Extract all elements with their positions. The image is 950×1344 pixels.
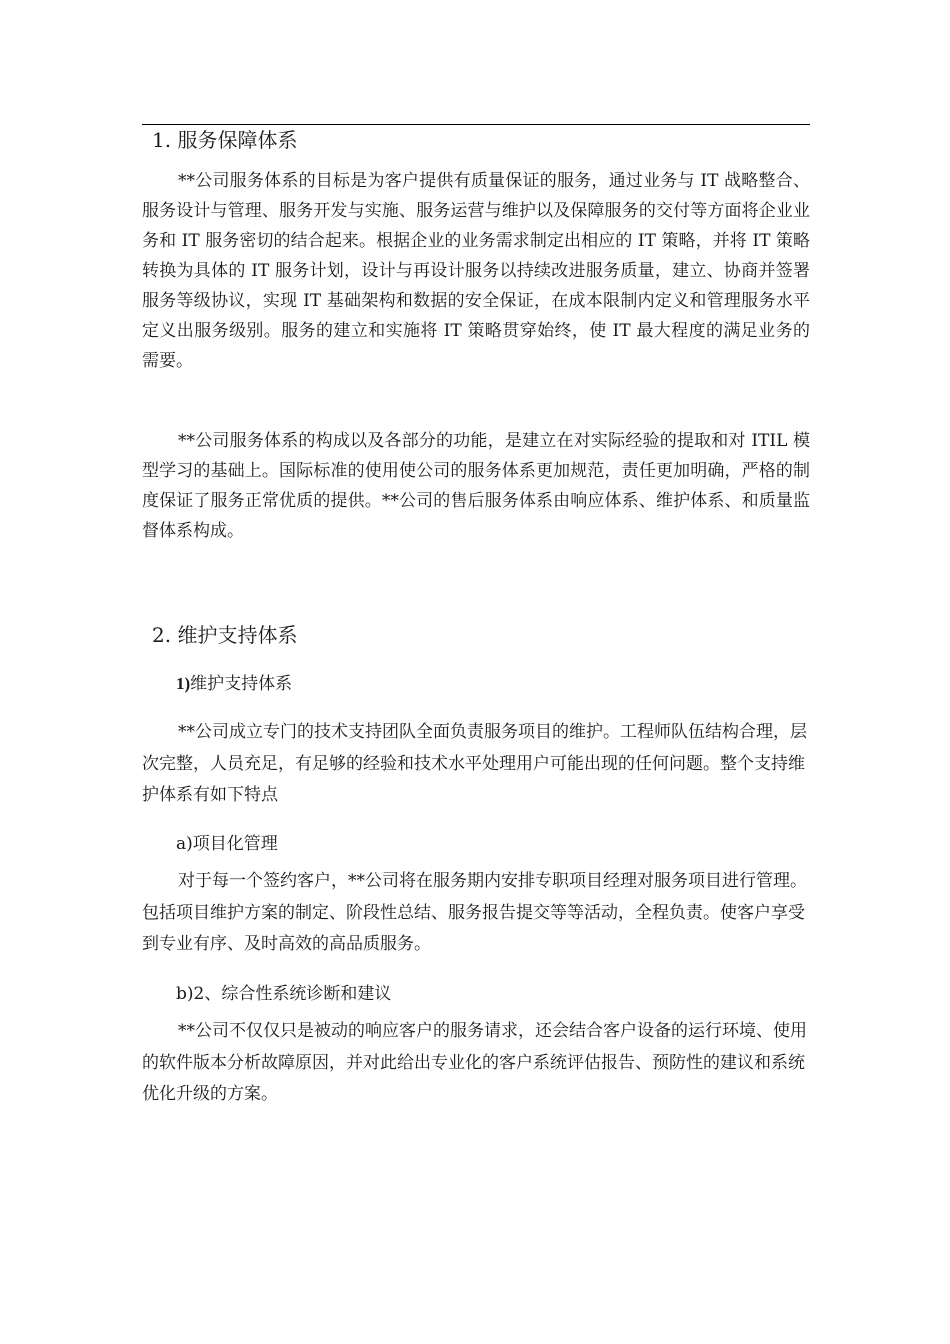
section-1-paragraph-1: **公司服务体系的目标是为客户提供有质量保证的服务，通过业务与 IT 战略整合、服务设计与管理、服务开发与实施、服务运营与维护以及保障服务的交付等方面将企业业务和 IT 服务密切的结合起来。根据企业的业务需求制定出相应的 IT 策略，并将 IT 策略转换为具体的 IT 服务计划，设计与再设计服务以持续改进服务质量，建立、协商并签署服务等级协议，实现 IT 基础架构和数据的安全保证，在成本限制内定义和管理服务水平定义出服务级别。服务的建立和实施将 IT 策略贯穿始终，使 IT 最大程度的满足业务的需要。	[142, 171, 810, 371]
section-1-paragraph-2: **公司服务体系的构成以及各部分的功能，是建立在对实际经验的提取和对 ITIL 模型学习的基础上。国际标准的使用使公司的服务体系更加规范，责任更加明确，严格的制度保证了服务正常优质的提供。**公司的售后服务体系由响应体系、维护体系、和质量监督体系构成。	[142, 431, 810, 541]
subheading-text: 维护支持体系	[190, 674, 293, 694]
section-2-heading: 2. 维护支持体系	[152, 623, 298, 647]
subheading-number: 1)	[176, 674, 191, 693]
item-b-title: b)2、综合性系统诊断和建议	[176, 984, 392, 1004]
section-2-intro: **公司成立专门的技术支持团队全面负责服务项目的维护。工程师队伍结构合理，层次完整，人员充足，有足够的经验和技术水平处理用户可能出现的任何问题。整个支持维护体系有如下特点	[142, 722, 807, 805]
item-a-text: 对于每一个签约客户，**公司将在服务期内安排专职项目经理对服务项目进行管理。包括项目维护方案的制定、阶段性总结、服务报告提交等等活动，全程负责。使客户享受到专业有序、及时高效的高品质服务。	[142, 871, 807, 954]
item-b-text: **公司不仅仅只是被动的响应客户的服务请求，还会结合客户设备的运行环境、使用的软件版本分析故障原因，并对此给出专业化的客户系统评估报告、预防性的建议和系统优化升级的方案。	[142, 1021, 807, 1104]
item-a-title: a)项目化管理	[176, 834, 278, 854]
header-rule	[142, 124, 810, 125]
section-1-heading: 1. 服务保障体系	[152, 128, 298, 152]
subheading-maintenance-support	[176, 672, 292, 696]
